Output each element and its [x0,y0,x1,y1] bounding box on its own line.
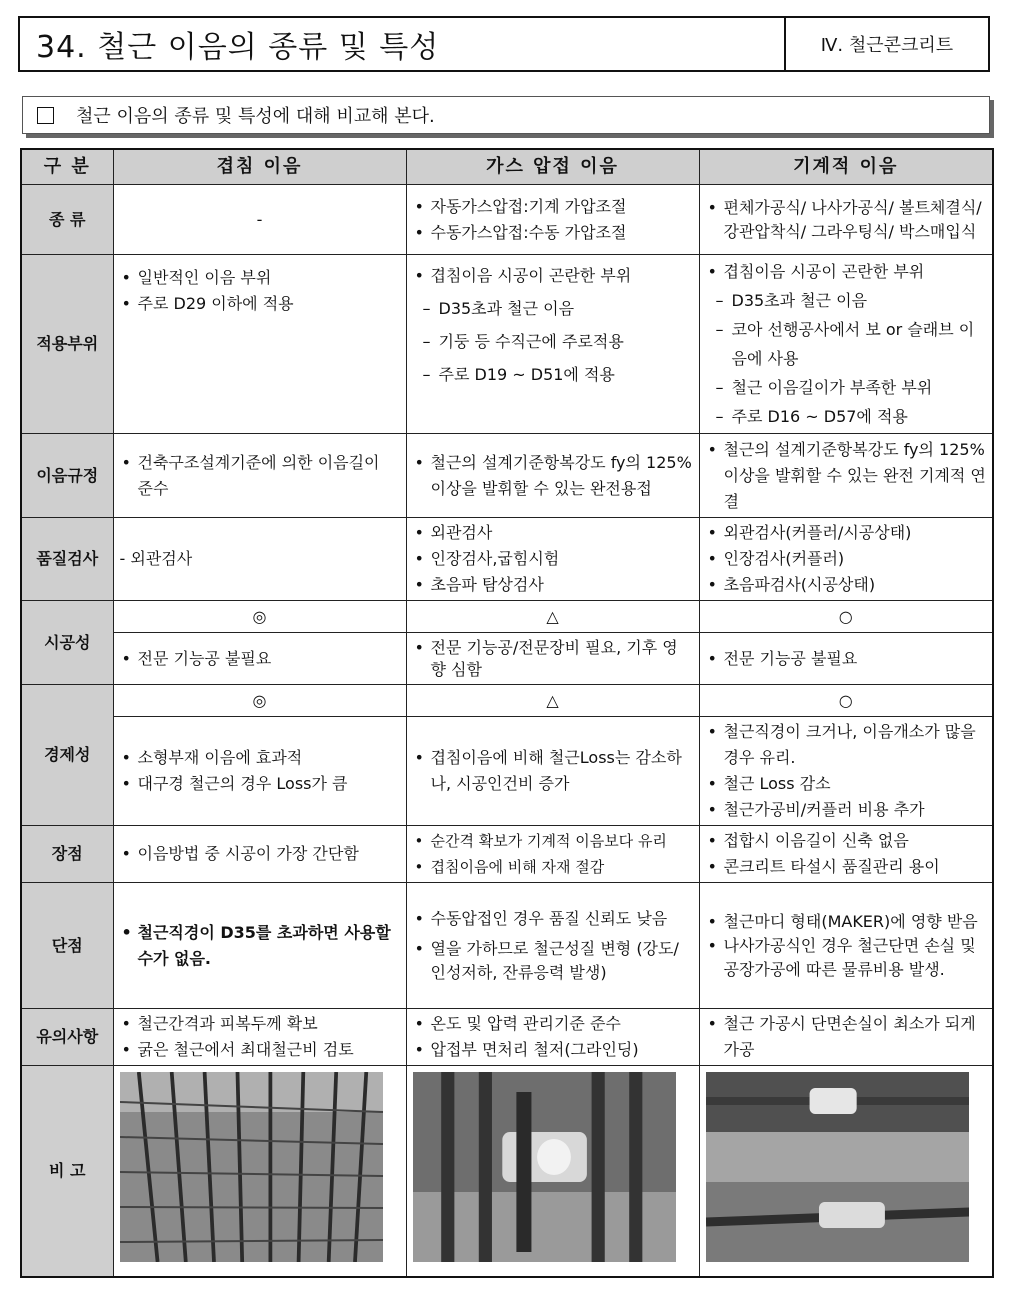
cell-mech [699,717,993,826]
cell-gas [406,717,699,826]
row-remarks [21,1066,993,1278]
title-box [18,16,990,72]
list-subitem: – 코아 선행공사에서 보 or 슬래브 이음에 사용 [706,315,987,373]
rating-mark: ◎ [113,601,406,633]
list-item: • 겹침이음 시공이 곤란한 부위 [706,257,987,286]
list-item: • 전문 기능공/전문장비 필요, 기후 영향 심함 [413,637,693,681]
row-label: 경제성 [21,685,113,826]
list-item: • 접합시 이음길이 신축 없음 [706,828,987,854]
header-row [21,149,993,185]
row-label: 장점 [21,826,113,883]
row-label: 비 고 [21,1066,113,1278]
list-item: • 자동가스압접:기계 가압조절 [413,194,693,220]
list-item: • 굵은 철근에서 최대철근비 검토 [120,1037,400,1063]
row-label: 이음규정 [21,434,113,518]
header-gas: 가스 압접 이음 [406,149,699,185]
row-types [21,185,993,255]
cell-lap [113,717,406,826]
list-item: • 철근의 설계기준항복강도 fy의 125% 이상을 발휘할 수 있는 완전 기계적 연결 [706,437,987,515]
cell-lap [113,434,406,518]
row-label: 유의사항 [21,1009,113,1066]
cell-gas [406,883,699,1009]
list-item: • 나사가공식인 경우 철근단면 손실 및 공장가공에 따른 물류비용 발생. [706,934,987,982]
row-workability [21,633,993,685]
header-lap: 겹침 이음 [113,149,406,185]
list-item: • 초음파 탐상검사 [413,572,693,598]
cell-lap [113,255,406,434]
cell-mech-photo [699,1066,993,1278]
cell-lap: - [113,185,406,255]
list-item: • 압접부 면처리 철저(그라인딩) [413,1037,693,1063]
list-item: • 인장검사,굽힘시험 [413,546,693,572]
list-item: • 철근 Loss 감소 [706,771,987,797]
cell-gas [406,826,699,883]
row-regulation [21,434,993,518]
row-label: 품질검사 [21,518,113,601]
list-item: • 겹침이음에 비해 자재 절감 [413,854,693,880]
cell-gas [406,255,699,434]
list-item: • 철근간격과 피복두께 확보 [120,1011,400,1037]
cell-lap [113,883,406,1009]
cell-lap-photo [113,1066,406,1278]
cell-gas [406,1009,699,1066]
row-inspection [21,518,993,601]
rating-mark: ○ [699,601,993,633]
cell-gas-photo [406,1066,699,1278]
row-notes [21,1009,993,1066]
rating-mark: ○ [699,685,993,717]
cell-mech [699,434,993,518]
header-category: 구 분 [21,149,113,185]
cell-lap [113,826,406,883]
comparison-table [20,148,994,1278]
cell-mech [699,185,993,255]
checkbox-square-icon [37,107,54,124]
cell-mech [699,883,993,1009]
list-item: • 철근직경이 크거나, 이음개소가 많을 경우 유리. [706,719,987,771]
list-item: • 열을 가하므로 철근성질 변형 (강도/인성저하, 잔류응력 발생) [413,937,693,985]
row-economy-marks [21,685,993,717]
list-item: • 이음방법 중 시공이 가장 간단함 [120,841,400,867]
list-item: • 철근의 설계기준항복강도 fy의 125% 이상을 발휘할 수 있는 완전용접 [413,450,693,502]
gas-pressure-welding-photo [413,1072,676,1262]
list-item: • 초음파검사(시공상태) [706,572,987,598]
rating-mark: △ [406,685,699,717]
cell-mech [699,255,993,434]
rebar-cage-photo [120,1072,383,1262]
list-item: • 외관검사(커플러/시공상태) [706,520,987,546]
list-subitem: – D35초과 철근 이음 [413,292,693,325]
row-workability-marks [21,601,993,633]
cell-lap: - 외관검사 [113,518,406,601]
list-item: • 전문 기능공 불필요 [120,646,400,672]
intro-box [22,96,990,134]
cell-mech [699,826,993,883]
cell-mech [699,633,993,685]
list-item: • 건축구조설계기준에 의한 이음길이 준수 [120,450,400,502]
list-item: • 겹침이음에 비해 철근Loss는 감소하나, 시공인건비 증가 [413,745,693,797]
rating-mark: △ [406,601,699,633]
list-subitem: – D35초과 철근 이음 [706,286,987,315]
list-item: • 철근가공비/커플러 비용 추가 [706,797,987,823]
cell-gas [406,518,699,601]
cell-gas [406,434,699,518]
list-item: • 편체가공식/ 나사가공식/ 볼트체결식/ 강관압착식/ 그라우팅식/ 박스매입식 [706,196,987,244]
list-item: • 수동가스압접:수동 가압조절 [413,220,693,246]
list-item: • 전문 기능공 불필요 [706,646,987,672]
cell-mech [699,518,993,601]
row-label: 단점 [21,883,113,1009]
row-label: 시공성 [21,601,113,685]
cell-gas [406,185,699,255]
list-item: • 대구경 철근의 경우 Loss가 큼 [120,771,400,797]
cell-gas [406,633,699,685]
page-title: 34. 철근 이음의 종류 및 특성 [36,30,440,65]
rating-mark: ◎ [113,685,406,717]
row-label: 종 류 [21,185,113,255]
section-label: Ⅳ. 철근콘크리트 [784,18,988,70]
list-item: • 철근 가공시 단면손실이 최소가 되게 가공 [706,1011,987,1063]
list-subitem: – 주로 D19 ~ D51에 적용 [413,358,693,391]
list-item: • 소형부재 이음에 효과적 [120,745,400,771]
list-subitem: – 철근 이음길이가 부족한 부위 [706,373,987,402]
list-item: • 철근마디 형태(MAKER)에 영향 받음 [706,910,987,934]
row-application [21,255,993,434]
list-item: • 겹침이음 시공이 곤란한 부위 [413,259,693,292]
mechanical-coupler-photo [706,1072,970,1262]
cell-mech [699,1009,993,1066]
list-item: • 외관검사 [413,520,693,546]
list-item: • 온도 및 압력 관리기준 준수 [413,1011,693,1037]
cell-lap [113,633,406,685]
row-advantages [21,826,993,883]
list-item: • 수동압접인 경우 품질 신뢰도 낮음 [413,907,693,931]
list-item: • 순간격 확보가 기계적 이음보다 유리 [413,828,693,854]
list-subitem: – 주로 D16 ~ D57에 적용 [706,402,987,431]
row-label: 적용부위 [21,255,113,434]
list-item: • 주로 D29 이하에 적용 [120,291,400,317]
header-mech: 기계적 이음 [699,149,993,185]
list-item: • 일반적인 이음 부위 [120,265,400,291]
row-economy [21,717,993,826]
cell-lap [113,1009,406,1066]
intro-text: 철근 이음의 종류 및 특성에 대해 비교해 본다. [76,106,435,127]
list-subitem: – 기둥 등 수직근에 주로적용 [413,325,693,358]
list-item: • 인장검사(커플러) [706,546,987,572]
list-item: • 철근직경이 D35를 초과하면 사용할 수가 없음. [120,920,400,972]
list-item: • 콘크리트 타설시 품질관리 용이 [706,854,987,880]
row-disadvantages [21,883,993,1009]
